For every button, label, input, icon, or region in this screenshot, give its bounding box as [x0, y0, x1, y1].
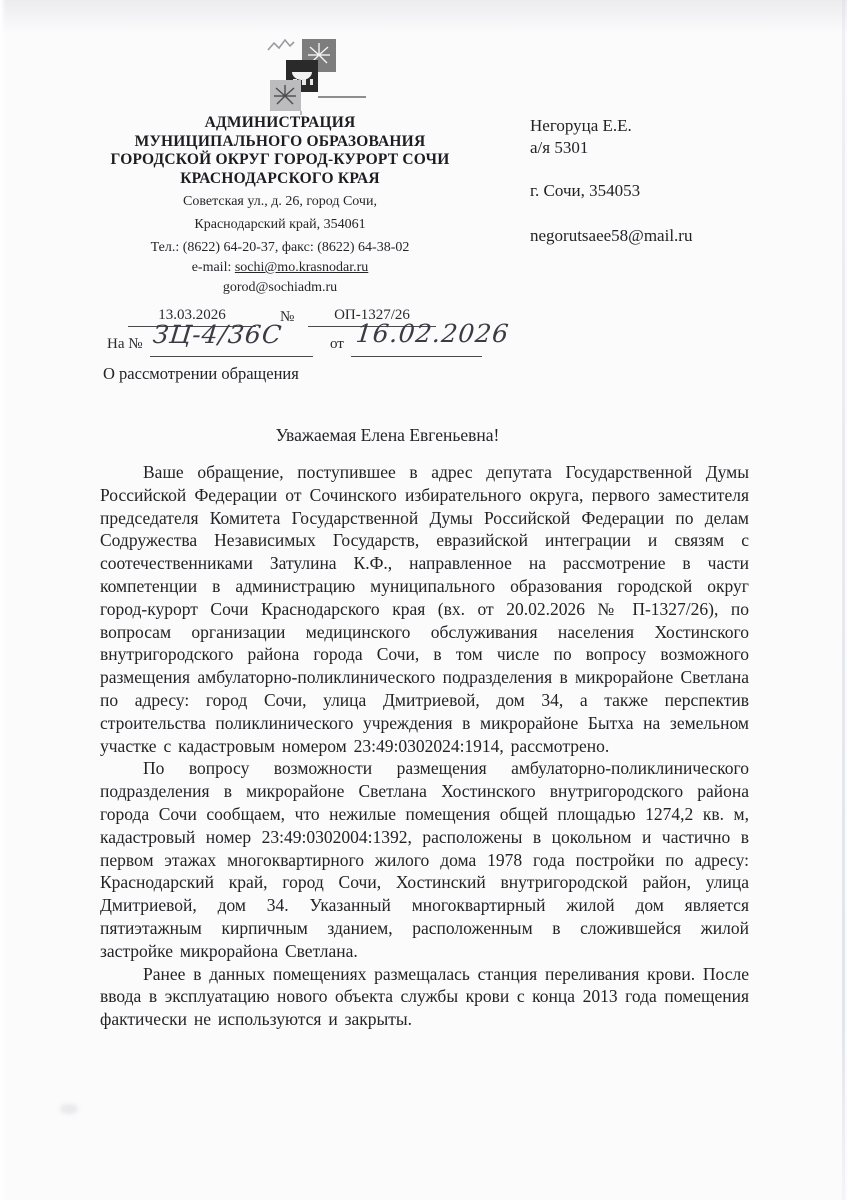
- email-label: e-mail:: [191, 260, 235, 275]
- org-address-line: Советская ул., д. 26, город Сочи,: [183, 194, 377, 209]
- incoming-date-handwritten: 16.02.2026: [354, 319, 511, 348]
- org-name-line: МУНИЦИПАЛЬНОГО ОБРАЗОВАНИЯ: [134, 132, 426, 150]
- outgoing-date: 13.03.2026: [128, 307, 256, 327]
- incoming-number-label: На №: [107, 336, 143, 352]
- letter-subject: О рассмотрении обращения: [103, 364, 299, 383]
- letter-body: [100, 461, 749, 1031]
- recipient-name: Негоруца Е.Е.: [530, 116, 632, 135]
- scan-edge-left: [0, 0, 6, 1200]
- recipient-city: г. Сочи, 354053: [530, 181, 641, 200]
- scan-edge-right: [842, 0, 845, 1200]
- org-email-line: [103, 258, 457, 278]
- org-name-line: КРАСНОДАРСКОГО КРАЯ: [180, 169, 380, 187]
- incoming-number-handwritten: ЗЦ-4/36С: [151, 320, 284, 349]
- scan-smudge: [60, 1104, 78, 1114]
- recipient-po-box: а/я 5301: [530, 138, 589, 157]
- scan-shadow-top: [0, 0, 847, 34]
- body-paragraph: Ранее в данных помещениях размещалась станция переливания крови. После ввода в эксплуатацию нового объекта службы крови с конца 2013 года помещения фактически не используются и закрыты.: [100, 963, 749, 1030]
- org-name-line: АДМИНИСТРАЦИЯ: [204, 114, 356, 131]
- recipient-block: [530, 115, 692, 247]
- incoming-number-underline: [150, 356, 313, 357]
- org-email-secondary: gorod@sochiadm.ru: [222, 280, 338, 295]
- outgoing-number: ОП-1327/26: [308, 307, 436, 327]
- org-phone-line: Тел.: (8622) 64-20-37, факс: (8622) 64-38-02: [150, 240, 410, 255]
- body-paragraph: Ваше обращение, поступившее в адрес депутата Государственной Думы Российской Федерации от Сочинского избирательного округа, первого заместителя председателя Комитета Государственной Думы Российской Федерации по делам Содружества Независимых Государств, евразийской интеграции и связям с соотечественниками Затулина К.Ф., направленное на рассмотрение в части компетенции в администрацию муниципального образования городской округ город-курорт Сочи Краснодарского края (вх. от 20.02.2026 № П-1327/26), по вопросам организации медицинского обслуживания населения Хостинского внутригородского района города Сочи, в том числе по вопросу возможного размещения амбулаторно-поликлинического подразделения в микрорайоне Светлана по адресу: город Сочи, улица Дмитриевой, дом 34, а также перспектив строительства поликлинического учреждения в микрорайоне Бытха на земельном участке с кадастровым номером 23:49:0302024:1914, рассмотрено.: [100, 462, 749, 756]
- org-name-line: ГОРОДСКОЙ ОКРУГ ГОРОД-КУРОРТ СОЧИ: [110, 151, 450, 168]
- org-email-primary: sochi@mo.krasnodar.ru: [234, 260, 369, 275]
- salutation: Уважаемая Елена Евгеньевна!: [275, 425, 500, 445]
- org-address-line: Краснодарский край, 354061: [194, 217, 366, 232]
- recipient-email: negorutsaee58@mail.ru: [530, 226, 693, 245]
- incoming-date-underline: [351, 356, 482, 357]
- sochi-administration-emblem-icon: [266, 36, 368, 116]
- letterhead-block: [103, 114, 457, 298]
- number-sign: №: [280, 309, 295, 325]
- from-date-label: от: [330, 336, 344, 352]
- body-paragraph: По вопросу возможности размещения амбулаторно-поликлинического подразделения в микрорайоне Светлана Хостинского внутригородского района города Сочи сообщаем, что нежилые помещения общей площадью 1274,2 кв. м, кадастровый номер 23:49:0302004:1392, расположены в цокольном и частично в первом этажах многоквартирного жилого дома 1978 года постройки по адресу: Краснодарский край, город Сочи, Хостинский внутригородской район, улица Дмитриевой, дом 34. Указанный многоквартирный жилой дом является пятиэтажным кирпичным зданием, расположенным в сложившейся жилой застройке микрорайона Светлана.: [100, 758, 749, 961]
